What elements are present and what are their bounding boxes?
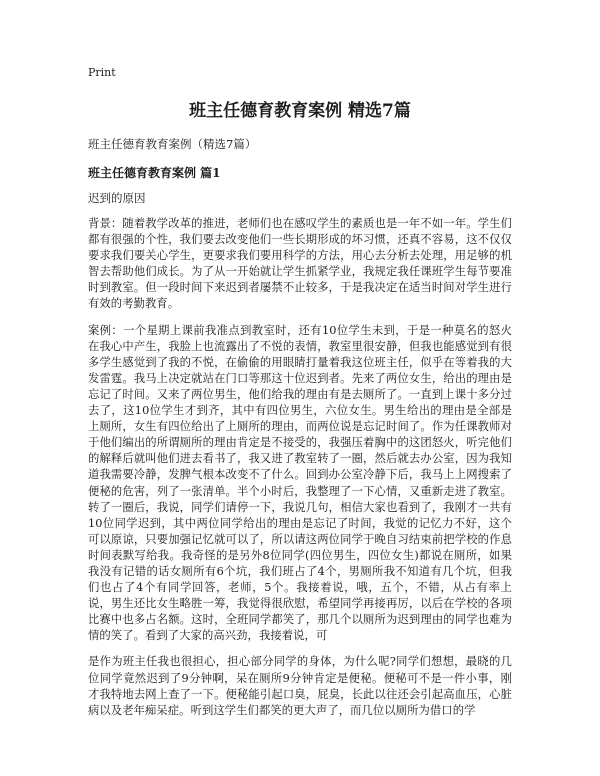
section-label: 迟到的原因	[88, 191, 146, 205]
document-title: 班主任德育教育案例 精选7篇	[189, 101, 411, 121]
document-subtitle: 班主任德育教育案例（精选7篇）	[88, 137, 257, 151]
section-heading: 班主任德育教育案例 篇1	[88, 166, 221, 180]
paragraph-background: 背景：随着教学改革的推进，老师们也在感叹学生的素质也是一年不如一年。学生们都有很强的个性，我们要去改变他们一些长期形成的坏习惯，还真不容易，这不仅仅要求我们要关心学生，更要求我们要用科学的方法，用心去分析去处理，用足够的机智去帮助他们成长。为了从一开始就让学生抓紧学业，我规定我任课班学生每节要准时到教室。但一段时间下来迟到者屡禁不止较多，于是我决定在适当时间对学生进行有效的考勤教育。	[88, 217, 512, 311]
paragraph-case: 案例：一个星期上课前我准点到教室时，还有10位学生未到，于是一种莫名的怒火在我心中产生，我脸上也流露出了不悦的表情，教室里很安静，但我也能感觉到有很多学生感觉到了我的不悦，在偷偷的用眼睛打量着我这位班主任，似乎在等着我的大发雷霆。我马上决定就站在门口等那这十位迟到者。先来了两位女生，给出的理由是忘记了时间。又来了两位男生，他们给我的理由有是去厕所了。一直到上课十多分过去了，这10位学生才到齐，其中有四位男生，六位女生。男生给出的理由是全部是上厕所，女生有四位给出了上厕所的理由，而两位说是忘记时间了。作为任课教师对于他们编出的所谓厕所的理由肯定是不接受的，我强压着胸中的这团怒火，听完他们的解释后就叫他们进去看书了，我又进了教室转了一圈，然后就去办公室，因为我知道我需要冷静，发脾气根本改变不了什么。回到办公室冷静下后，我马上上网搜索了便秘的危害，列了一张清单。半个小时后，我整理了一下心情，又重新走进了教室。转了一圈后，我说，同学们请停一下，我说几句，相信大家也看到了，我刚才一共有10位同学迟到，其中两位同学给出的理由是忘记了时间，我觉的记忆力不好，这个可以原谅，只要加强记忆就可以了，所以请这两位同学于晚自习结束前把学校的作息时间表默写给我。我奇怪的是另外8位同学(四位男生，四位女生)都说在厕所，如果我没有记错的话女厕所有6个坑，我们班占了4个，男厕所我不知道有几个坑，但我们也占了4个有同学回答，老师，5个。我接着说，哦，五个，不错，从占有率上说，男生还比女生略胜一筹，我觉得很欣慰，希望同学再接再厉，以后在学校的各项比赛中也多占名额。这时，全班同学都笑了，那几个以厕所为迟到理由的同学也难为情的笑了。看到了大家的高兴劲，我接着说，可	[88, 323, 512, 643]
paragraph-continuation: 是作为班主任我也很担心，担心部分同学的身体，为什么呢?同学们想想，最晓的几位同学竟然迟到了9分钟啊，呆在厕所9分钟肯定是便秘。便秘可不是一件小事，刚才我特地去网上查了一下。便秘能引起口臭，屁臭，长此以往还会引起高血压，心脏病以及老年痴呆症。听到这学生们都笑的更大声了，而几位以厕所为借口的学	[88, 655, 512, 717]
print-label: Print	[88, 66, 116, 79]
